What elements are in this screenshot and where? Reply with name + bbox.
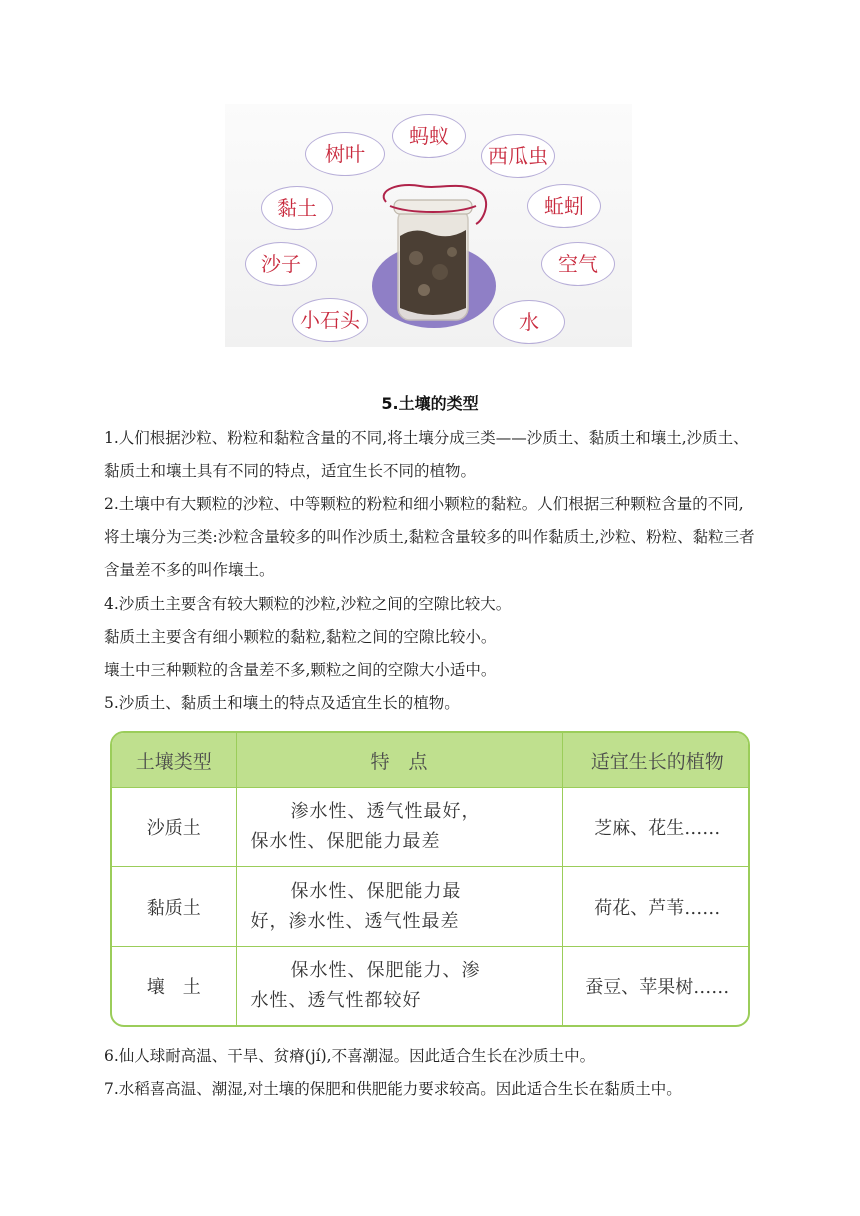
feature-line: 保水性、保肥能力最差 xyxy=(250,831,441,853)
bubble-leaves: 树叶 xyxy=(305,132,385,176)
soil-jar-icon xyxy=(380,180,490,330)
feature-line: 保水性、保肥能力最 xyxy=(290,880,462,902)
bubble-water: 水 xyxy=(493,300,565,344)
paragraph-2: 2.土壤中有大颗粒的沙粒、中等颗粒的粉粒和细小颗粒的黏粒。人们根据三种颗粒含量的不同,将土壤分为三类:沙粒含量较多的叫作沙质土,黏粒含量较多的叫作黏质土,沙粒、粉粒、黏粒三者含量差不多的叫作壤土。 xyxy=(104,495,755,579)
paragraph-loam: 壤土中三种颗粒的含量差不多,颗粒之间的空隙大小适中。 xyxy=(104,661,497,679)
soil-types-table xyxy=(110,731,750,1027)
cell-soil-type: 黏质土 xyxy=(112,867,236,946)
paragraph-1: 1.人们根据沙粒、粉粒和黏粒含量的不同,将土壤分成三类——沙质土、黏质土和壤土,沙质土、黏质土和壤土具有不同的特点，适宜生长不同的植物。 xyxy=(104,429,749,480)
table-row xyxy=(112,867,750,946)
table-row xyxy=(112,946,750,1025)
bubble-ants: 蚂蚁 xyxy=(392,114,466,158)
bubble-sand: 沙子 xyxy=(245,242,317,286)
table-header-row xyxy=(112,733,750,788)
bubble-air: 空气 xyxy=(541,242,615,286)
cell-features xyxy=(236,946,562,1025)
soil-components-figure xyxy=(225,104,632,347)
feature-line: 好，渗水性、透气性最差 xyxy=(250,910,460,932)
section-title: 5.土壤的类型 xyxy=(381,394,479,413)
cell-plants: 蚕豆、苹果树…… xyxy=(585,976,730,998)
cell-features xyxy=(236,788,562,867)
bubble-woodlice: 西瓜虫 xyxy=(481,134,555,178)
header-features: 特 点 xyxy=(236,733,562,788)
table-row xyxy=(112,788,750,867)
header-plants: 适宜生长的植物 xyxy=(562,733,750,788)
cell-plants: 芝麻、花生…… xyxy=(562,788,750,867)
feature-line: 水性、透气性都较好 xyxy=(250,989,422,1011)
paragraph-6: 6.仙人球耐高温、干旱、贫瘠(jí),不喜潮湿。因此适合生长在沙质土中。 xyxy=(104,1047,596,1065)
cell-plants: 荷花、芦苇…… xyxy=(562,867,750,946)
feature-line: 保水性、保肥能力、渗 xyxy=(290,959,481,981)
bubble-clay: 黏土 xyxy=(261,186,333,230)
paragraph-7: 7.水稻喜高温、潮湿,对土壤的保肥和供肥能力要求较高。因此适合生长在黏质土中。 xyxy=(104,1080,682,1098)
header-soil-type: 土壤类型 xyxy=(112,733,236,788)
bubble-earthworm: 蚯蚓 xyxy=(527,184,601,228)
paragraph-clay: 黏质土主要含有细小颗粒的黏粒,黏粒之间的空隙比较小。 xyxy=(104,628,497,646)
paragraph-4: 4.沙质土主要含有较大颗粒的沙粒,沙粒之间的空隙比较大。 xyxy=(104,595,512,613)
cell-features xyxy=(236,867,562,946)
bubble-pebbles: 小石头 xyxy=(292,298,368,342)
cell-soil-type: 沙质土 xyxy=(112,788,236,867)
feature-line: 渗水性、透气性最好， xyxy=(290,801,481,823)
paragraph-5: 5.沙质土、黏质土和壤土的特点及适宜生长的植物。 xyxy=(104,694,460,712)
cell-soil-type: 壤 土 xyxy=(112,946,236,1025)
